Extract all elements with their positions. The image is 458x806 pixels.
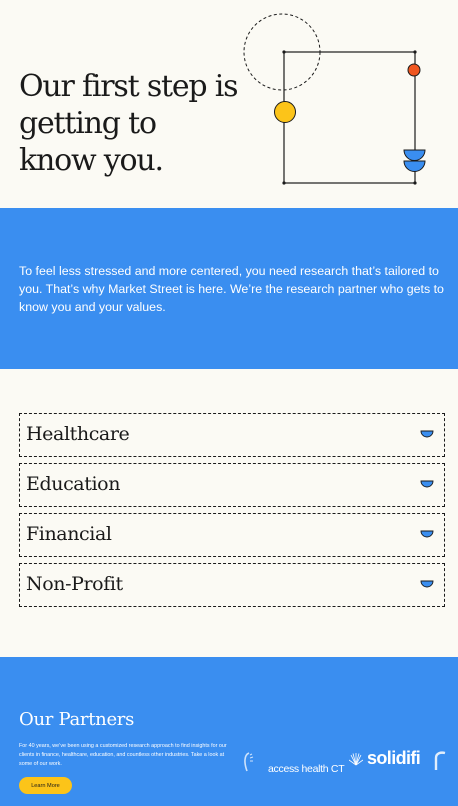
- accordion-item-financial[interactable]: [19, 513, 445, 557]
- access-health-logo-text: access health CT: [268, 763, 345, 775]
- partners-section: [0, 657, 458, 806]
- accordion-item-non-profit[interactable]: [19, 563, 445, 607]
- partner-logo-solidifi[interactable]: solidifi: [367, 748, 421, 768]
- partner-logo-access-health[interactable]: [268, 753, 363, 773]
- partners-title: Our Partners: [19, 709, 135, 730]
- accordion-label: Non-Profit: [26, 573, 123, 595]
- hero-title: Our first step is getting to know you.: [19, 69, 238, 178]
- half-circle-chevron-icon: [420, 529, 434, 539]
- half-circle-chevron-icon: [420, 479, 434, 489]
- accordion-label: Financial: [26, 523, 112, 545]
- partners-text: For 40 years, we’ve been using a customized research approach to find insights for our clients in finance, healthcare, education, and countless other industries. Take a look at some of our work.: [19, 743, 227, 767]
- half-circle-chevron-icon: [420, 579, 434, 589]
- half-circle-chevron-icon: [420, 429, 434, 439]
- sectors-accordion: [0, 369, 458, 657]
- hero-section: [0, 0, 458, 208]
- partner-logo-partial-left[interactable]: [240, 751, 254, 773]
- learn-more-button[interactable]: Learn More: [19, 777, 72, 794]
- accordion-label: Healthcare: [26, 423, 130, 445]
- accordion-item-healthcare[interactable]: [19, 413, 445, 457]
- sunburst-icon: [349, 751, 363, 767]
- accordion-item-education[interactable]: [19, 463, 445, 507]
- intro-section: [0, 208, 458, 369]
- hero-illustration: [238, 8, 438, 193]
- accordion-label: Education: [26, 473, 121, 495]
- partner-logo-partial-right[interactable]: [433, 750, 447, 772]
- intro-text: To feel less stressed and more centered, you need research that’s tailored to you. That’s why Market Street is here. We’re the research partner who gets to know you and your values.: [19, 264, 444, 314]
